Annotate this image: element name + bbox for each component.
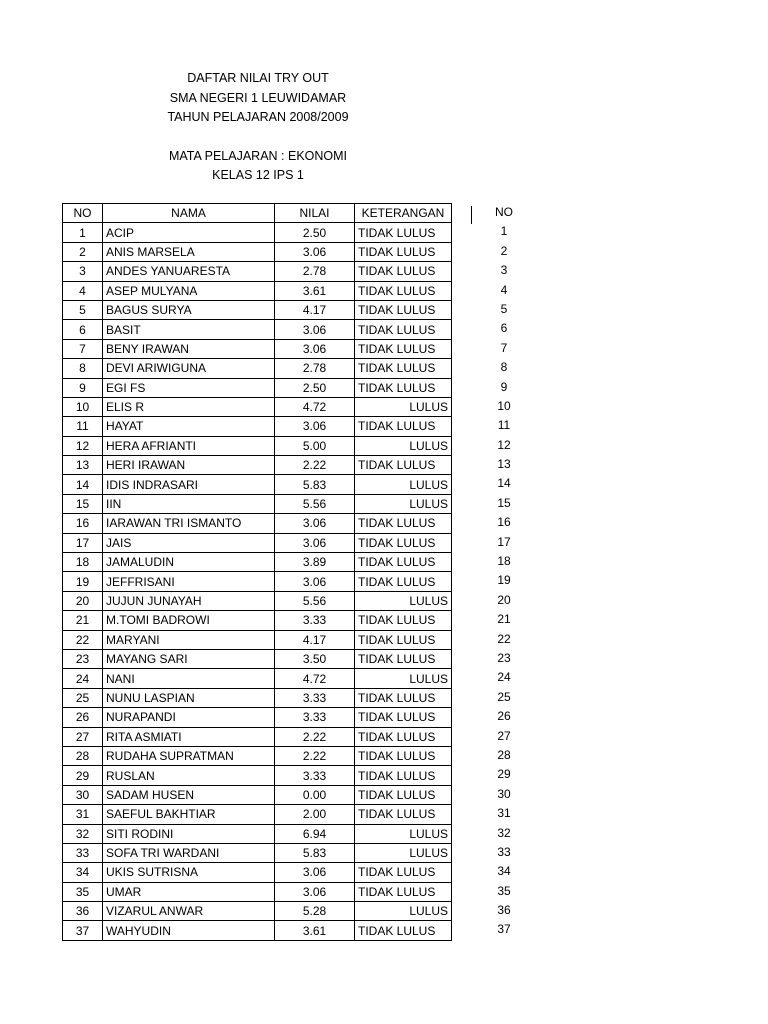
status-cell: TIDAK LULUS — [355, 359, 452, 378]
column-header-keterangan: KETERANGAN — [355, 204, 452, 223]
student-name-cell: ASEP MULYANA — [103, 281, 275, 300]
status-cell: TIDAK LULUS — [355, 863, 452, 882]
student-name-cell: RITA ASMIATI — [103, 727, 275, 746]
table-header-row — [63, 204, 452, 223]
side-row-number: 3 — [500, 263, 508, 278]
student-name-cell: RUSLAN — [103, 766, 275, 785]
table-row — [63, 902, 452, 921]
status-cell: TIDAK LULUS — [355, 553, 452, 572]
table-row — [63, 456, 452, 475]
student-name-cell: ANDES YANUARESTA — [103, 262, 275, 281]
row-number-cell: 4 — [63, 281, 103, 300]
status-cell: TIDAK LULUS — [355, 417, 452, 436]
table-row — [63, 669, 452, 688]
grades-table — [62, 203, 452, 941]
row-number-cell: 8 — [63, 359, 103, 378]
row-number-cell: 27 — [63, 727, 103, 746]
row-number-cell: 11 — [63, 417, 103, 436]
status-cell: LULUS — [355, 669, 452, 688]
score-cell: 5.83 — [275, 843, 355, 862]
school-name: SMA NEGERI 1 LEUWIDAMAR — [169, 91, 347, 105]
score-cell: 5.83 — [275, 475, 355, 494]
student-name-cell: JEFFRISANI — [103, 572, 275, 591]
table-row — [63, 320, 452, 339]
student-name-cell: MAYANG SARI — [103, 649, 275, 668]
student-name-cell: ACIP — [103, 223, 275, 242]
table-row — [63, 417, 452, 436]
status-cell: TIDAK LULUS — [355, 242, 452, 261]
score-cell: 5.00 — [275, 436, 355, 455]
status-cell: TIDAK LULUS — [355, 533, 452, 552]
table-row — [63, 475, 452, 494]
row-number-cell: 29 — [63, 766, 103, 785]
side-row-number: 1 — [500, 224, 508, 239]
table-row — [63, 708, 452, 727]
table-row — [63, 281, 452, 300]
side-row-number: 8 — [500, 360, 508, 375]
side-number-column — [484, 203, 524, 940]
table-row — [63, 436, 452, 455]
table-row — [63, 688, 452, 707]
side-row-number: 24 — [497, 670, 511, 685]
score-cell: 3.33 — [275, 688, 355, 707]
side-row-number: 13 — [497, 457, 511, 472]
row-number-cell: 37 — [63, 921, 103, 940]
row-number-cell: 26 — [63, 708, 103, 727]
table-row — [63, 921, 452, 940]
side-row-number: 9 — [500, 379, 508, 394]
side-row-number: 28 — [497, 747, 511, 762]
table-row — [63, 533, 452, 552]
student-name-cell: SADAM HUSEN — [103, 785, 275, 804]
subject-line: MATA PELAJARAN : EKONOMI — [168, 149, 348, 163]
status-cell: TIDAK LULUS — [355, 281, 452, 300]
side-row-number: 11 — [497, 418, 511, 433]
side-row-number: 31 — [497, 806, 511, 821]
score-cell: 5.56 — [275, 591, 355, 610]
side-row-number: 16 — [497, 515, 511, 530]
score-cell: 2.22 — [275, 456, 355, 475]
side-row-number: 22 — [497, 631, 511, 646]
table-row — [63, 591, 452, 610]
side-row-number: 7 — [500, 340, 508, 355]
score-cell: 5.56 — [275, 494, 355, 513]
side-row-number: 14 — [497, 476, 511, 491]
score-cell: 4.72 — [275, 669, 355, 688]
status-cell: LULUS — [355, 902, 452, 921]
status-cell: TIDAK LULUS — [355, 649, 452, 668]
row-number-cell: 2 — [63, 242, 103, 261]
student-name-cell: NUNU LASPIAN — [103, 688, 275, 707]
row-number-cell: 31 — [63, 805, 103, 824]
status-cell: TIDAK LULUS — [355, 611, 452, 630]
table-row — [63, 572, 452, 591]
row-number-cell: 28 — [63, 746, 103, 765]
score-cell: 3.06 — [275, 339, 355, 358]
table-row — [63, 514, 452, 533]
side-row-number: 30 — [497, 786, 511, 801]
score-cell: 3.61 — [275, 921, 355, 940]
row-number-cell: 14 — [63, 475, 103, 494]
side-row-number: 6 — [500, 321, 508, 336]
score-cell: 3.06 — [275, 320, 355, 339]
row-number-cell: 13 — [63, 456, 103, 475]
row-number-cell: 36 — [63, 902, 103, 921]
score-cell: 0.00 — [275, 785, 355, 804]
student-name-cell: IDIS INDRASARI — [103, 475, 275, 494]
score-cell: 2.50 — [275, 378, 355, 397]
score-cell: 2.78 — [275, 262, 355, 281]
row-number-cell: 25 — [63, 688, 103, 707]
table-row — [63, 630, 452, 649]
column-header-nama: NAMA — [103, 204, 275, 223]
row-number-cell: 20 — [63, 591, 103, 610]
status-cell: LULUS — [355, 843, 452, 862]
row-number-cell: 34 — [63, 863, 103, 882]
status-cell: TIDAK LULUS — [355, 708, 452, 727]
document-title: DAFTAR NILAI TRY OUT — [187, 71, 329, 85]
student-name-cell: NANI — [103, 669, 275, 688]
table-row — [63, 397, 452, 416]
row-number-cell: 19 — [63, 572, 103, 591]
score-cell: 4.17 — [275, 300, 355, 319]
status-cell: TIDAK LULUS — [355, 727, 452, 746]
table-row — [63, 824, 452, 843]
student-name-cell: JUJUN JUNAYAH — [103, 591, 275, 610]
table-row — [63, 242, 452, 261]
side-column-header: NO — [495, 205, 513, 219]
score-cell: 3.50 — [275, 649, 355, 668]
row-number-cell: 18 — [63, 553, 103, 572]
student-name-cell: HAYAT — [103, 417, 275, 436]
side-row-number: 19 — [497, 573, 511, 588]
status-cell: TIDAK LULUS — [355, 805, 452, 824]
score-cell: 3.33 — [275, 766, 355, 785]
student-name-cell: WAHYUDIN — [103, 921, 275, 940]
student-name-cell: BAGUS SURYA — [103, 300, 275, 319]
row-number-cell: 1 — [63, 223, 103, 242]
score-cell: 4.72 — [275, 397, 355, 416]
score-cell: 5.28 — [275, 902, 355, 921]
table-row — [63, 611, 452, 630]
table-row — [63, 223, 452, 242]
score-cell: 3.89 — [275, 553, 355, 572]
table-row — [63, 649, 452, 668]
score-cell: 4.17 — [275, 630, 355, 649]
side-row-number: 35 — [497, 883, 511, 898]
status-cell: LULUS — [355, 475, 452, 494]
student-name-cell: SOFA TRI WARDANI — [103, 843, 275, 862]
side-row-number: 32 — [497, 825, 511, 840]
side-row-number: 37 — [497, 922, 511, 937]
score-cell: 3.06 — [275, 533, 355, 552]
row-number-cell: 32 — [63, 824, 103, 843]
status-cell: TIDAK LULUS — [355, 456, 452, 475]
side-row-number: 34 — [497, 864, 511, 879]
side-row-number: 20 — [497, 592, 511, 607]
status-cell: TIDAK LULUS — [355, 746, 452, 765]
row-number-cell: 6 — [63, 320, 103, 339]
side-row-number: 29 — [497, 767, 511, 782]
student-name-cell: NURAPANDI — [103, 708, 275, 727]
row-number-cell: 5 — [63, 300, 103, 319]
side-row-number: 21 — [497, 612, 511, 627]
score-cell: 2.22 — [275, 746, 355, 765]
status-cell: TIDAK LULUS — [355, 514, 452, 533]
student-name-cell: JAMALUDIN — [103, 553, 275, 572]
table-row — [63, 494, 452, 513]
table-row — [63, 262, 452, 281]
status-cell: LULUS — [355, 494, 452, 513]
row-number-cell: 24 — [63, 669, 103, 688]
table-row — [63, 882, 452, 901]
status-cell: TIDAK LULUS — [355, 378, 452, 397]
row-number-cell: 7 — [63, 339, 103, 358]
table-row — [63, 766, 452, 785]
row-number-cell: 16 — [63, 514, 103, 533]
student-name-cell: HERI IRAWAN — [103, 456, 275, 475]
student-name-cell: JAIS — [103, 533, 275, 552]
score-cell: 3.33 — [275, 611, 355, 630]
student-name-cell: ELIS R — [103, 397, 275, 416]
student-name-cell: DEVI ARIWIGUNA — [103, 359, 275, 378]
student-name-cell: MARYANI — [103, 630, 275, 649]
student-name-cell: UMAR — [103, 882, 275, 901]
row-number-cell: 30 — [63, 785, 103, 804]
student-name-cell: IIN — [103, 494, 275, 513]
row-number-cell: 33 — [63, 843, 103, 862]
student-name-cell: UKIS SUTRISNA — [103, 863, 275, 882]
score-cell: 3.06 — [275, 417, 355, 436]
table-row — [63, 300, 452, 319]
status-cell: LULUS — [355, 397, 452, 416]
student-name-cell: RUDAHA SUPRATMAN — [103, 746, 275, 765]
side-row-number: 12 — [497, 437, 511, 452]
column-header-no: NO — [63, 204, 103, 223]
table-row — [63, 553, 452, 572]
academic-year: TAHUN PELAJARAN 2008/2009 — [167, 110, 349, 124]
status-cell: TIDAK LULUS — [355, 766, 452, 785]
side-row-number: 25 — [497, 689, 511, 704]
student-name-cell: EGI FS — [103, 378, 275, 397]
status-cell: LULUS — [355, 824, 452, 843]
score-cell: 3.61 — [275, 281, 355, 300]
status-cell: TIDAK LULUS — [355, 223, 452, 242]
status-cell: TIDAK LULUS — [355, 688, 452, 707]
side-row-number: 15 — [497, 495, 511, 510]
score-cell: 3.06 — [275, 242, 355, 261]
table-body — [63, 223, 452, 940]
status-cell: LULUS — [355, 436, 452, 455]
student-name-cell: HERA AFRIANTI — [103, 436, 275, 455]
status-cell: TIDAK LULUS — [355, 572, 452, 591]
student-name-cell: BENY IRAWAN — [103, 339, 275, 358]
table-row — [63, 805, 452, 824]
table-row — [63, 746, 452, 765]
score-cell: 3.06 — [275, 514, 355, 533]
table-row — [63, 359, 452, 378]
side-row-number: 23 — [497, 650, 511, 665]
row-number-cell: 10 — [63, 397, 103, 416]
row-number-cell: 17 — [63, 533, 103, 552]
side-row-number: 10 — [497, 398, 511, 413]
student-name-cell: IARAWAN TRI ISMANTO — [103, 514, 275, 533]
column-header-nilai: NILAI — [275, 204, 355, 223]
status-cell: TIDAK LULUS — [355, 785, 452, 804]
score-cell: 3.33 — [275, 708, 355, 727]
table-row — [63, 339, 452, 358]
score-cell: 2.22 — [275, 727, 355, 746]
student-name-cell: SITI RODINI — [103, 824, 275, 843]
row-number-cell: 3 — [63, 262, 103, 281]
status-cell: TIDAK LULUS — [355, 882, 452, 901]
row-number-cell: 22 — [63, 630, 103, 649]
status-cell: TIDAK LULUS — [355, 921, 452, 940]
score-cell: 2.00 — [275, 805, 355, 824]
side-row-number: 17 — [497, 534, 511, 549]
row-number-cell: 15 — [63, 494, 103, 513]
table-row — [63, 785, 452, 804]
row-number-cell: 9 — [63, 378, 103, 397]
side-row-number: 36 — [497, 903, 511, 918]
table-row — [63, 727, 452, 746]
row-number-cell: 21 — [63, 611, 103, 630]
score-cell: 6.94 — [275, 824, 355, 843]
student-name-cell: M.TOMI BADROWI — [103, 611, 275, 630]
cell-cursor-marker — [471, 206, 472, 224]
side-row-number: 26 — [497, 709, 511, 724]
side-row-number: 33 — [497, 844, 511, 859]
status-cell: TIDAK LULUS — [355, 339, 452, 358]
status-cell: TIDAK LULUS — [355, 320, 452, 339]
table-row — [63, 863, 452, 882]
status-cell: TIDAK LULUS — [355, 262, 452, 281]
status-cell: LULUS — [355, 591, 452, 610]
side-row-number: 4 — [500, 282, 508, 297]
side-row-number: 5 — [500, 301, 508, 316]
side-row-number: 27 — [497, 728, 511, 743]
side-row-number: 18 — [497, 554, 511, 569]
table-row — [63, 843, 452, 862]
score-cell: 3.06 — [275, 882, 355, 901]
row-number-cell: 12 — [63, 436, 103, 455]
status-cell: TIDAK LULUS — [355, 300, 452, 319]
side-row-number: 2 — [500, 243, 508, 258]
student-name-cell: SAEFUL BAKHTIAR — [103, 805, 275, 824]
student-name-cell: BASIT — [103, 320, 275, 339]
status-cell: TIDAK LULUS — [355, 630, 452, 649]
student-name-cell: VIZARUL ANWAR — [103, 902, 275, 921]
class-line: KELAS 12 IPS 1 — [212, 168, 304, 182]
table-row — [63, 378, 452, 397]
row-number-cell: 35 — [63, 882, 103, 901]
score-cell: 3.06 — [275, 863, 355, 882]
row-number-cell: 23 — [63, 649, 103, 668]
student-name-cell: ANIS MARSELA — [103, 242, 275, 261]
score-cell: 2.78 — [275, 359, 355, 378]
score-cell: 3.06 — [275, 572, 355, 591]
score-cell: 2.50 — [275, 223, 355, 242]
